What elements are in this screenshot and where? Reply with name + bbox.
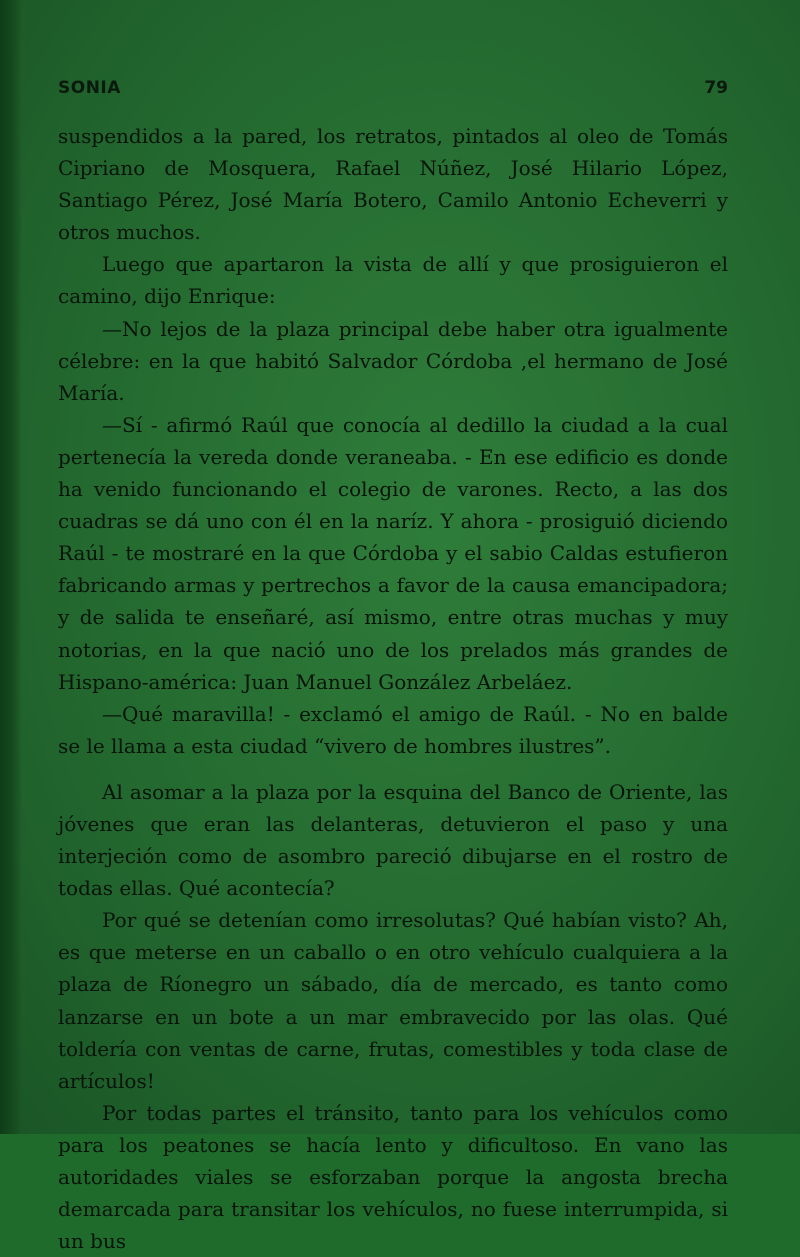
paragraph: —Sí - afirmó Raúl que conocía al dedillo la ciudad a la cual pertenecía la vereda donde veraneaba. - En ese edificio es donde ha venido funcionando el colegio de varones. Recto, a las dos cuadras se dá uno con él en la naríz. Y ahora - prosiguió diciendo Raúl - te mostraré en la que Córdoba y el sabio Caldas estufieron fabricando armas y pertrechos a favor de la causa emancipadora; y de salida te enseñaré, así mismo, entre otras muchas y muy notorias, en la que nació uno de los prelados más grandes de Hispano-américa: Juan Manuel González Arbeláez. [58, 412, 728, 694]
page-spine-shadow [0, 0, 22, 1134]
paragraph: Por qué se detenían como irresolutas? Qué habían visto? Ah, es que meterse en un caballo o en otro vehículo cualquiera a la plaza de Ríonegro un sábado, día de mercado, es tanto como lanzarse en un bote a un mar embravecido por las olas. Qué toldería con ventas de carne, frutas, comestibles y toda clase de artículos! [58, 908, 728, 1093]
page-number: 79 [704, 78, 728, 98]
paragraph: Por todas partes el tránsito, tanto para los vehículos como para los peatones se hacía lento y dificultoso. En vano las autoridades viales se esforzaban porque la angosta brecha demarcada para transitar los vehículos, no fuese interrumpida, si un bus [58, 1100, 728, 1254]
paragraph: —Qué maravilla! - exclamó el amigo de Raúl. - No en balde se le llama a esta ciudad “vivero de hombres ilustres”. [58, 701, 728, 758]
body-text [58, 120, 728, 1257]
running-header [58, 78, 728, 102]
running-title: SONIA [58, 78, 121, 98]
paragraph: Al asomar a la plaza por la esquina del Banco de Oriente, las jóvenes que eran las delanteras, detuvieron el paso y una interjeción como de asombro pareció dibujarse en el rostro de todas ellas. Qué acontecía? [58, 779, 728, 901]
paragraph: Luego que apartaron la vista de allí y que prosiguieron el camino, dijo Enrique: [58, 252, 728, 309]
paragraph: —No lejos de la plaza principal debe haber otra igualmente célebre: en la que habitó Salvador Córdoba ,el hermano de José María. [58, 316, 728, 405]
paragraph: suspendidos a la pared, los retratos, pintados al oleo de Tomás Cipriano de Mosquera, Rafael Núñez, José Hilario López, Santiago Pérez, José María Botero, Camilo Antonio Echeverri y otros muchos. [58, 124, 728, 245]
